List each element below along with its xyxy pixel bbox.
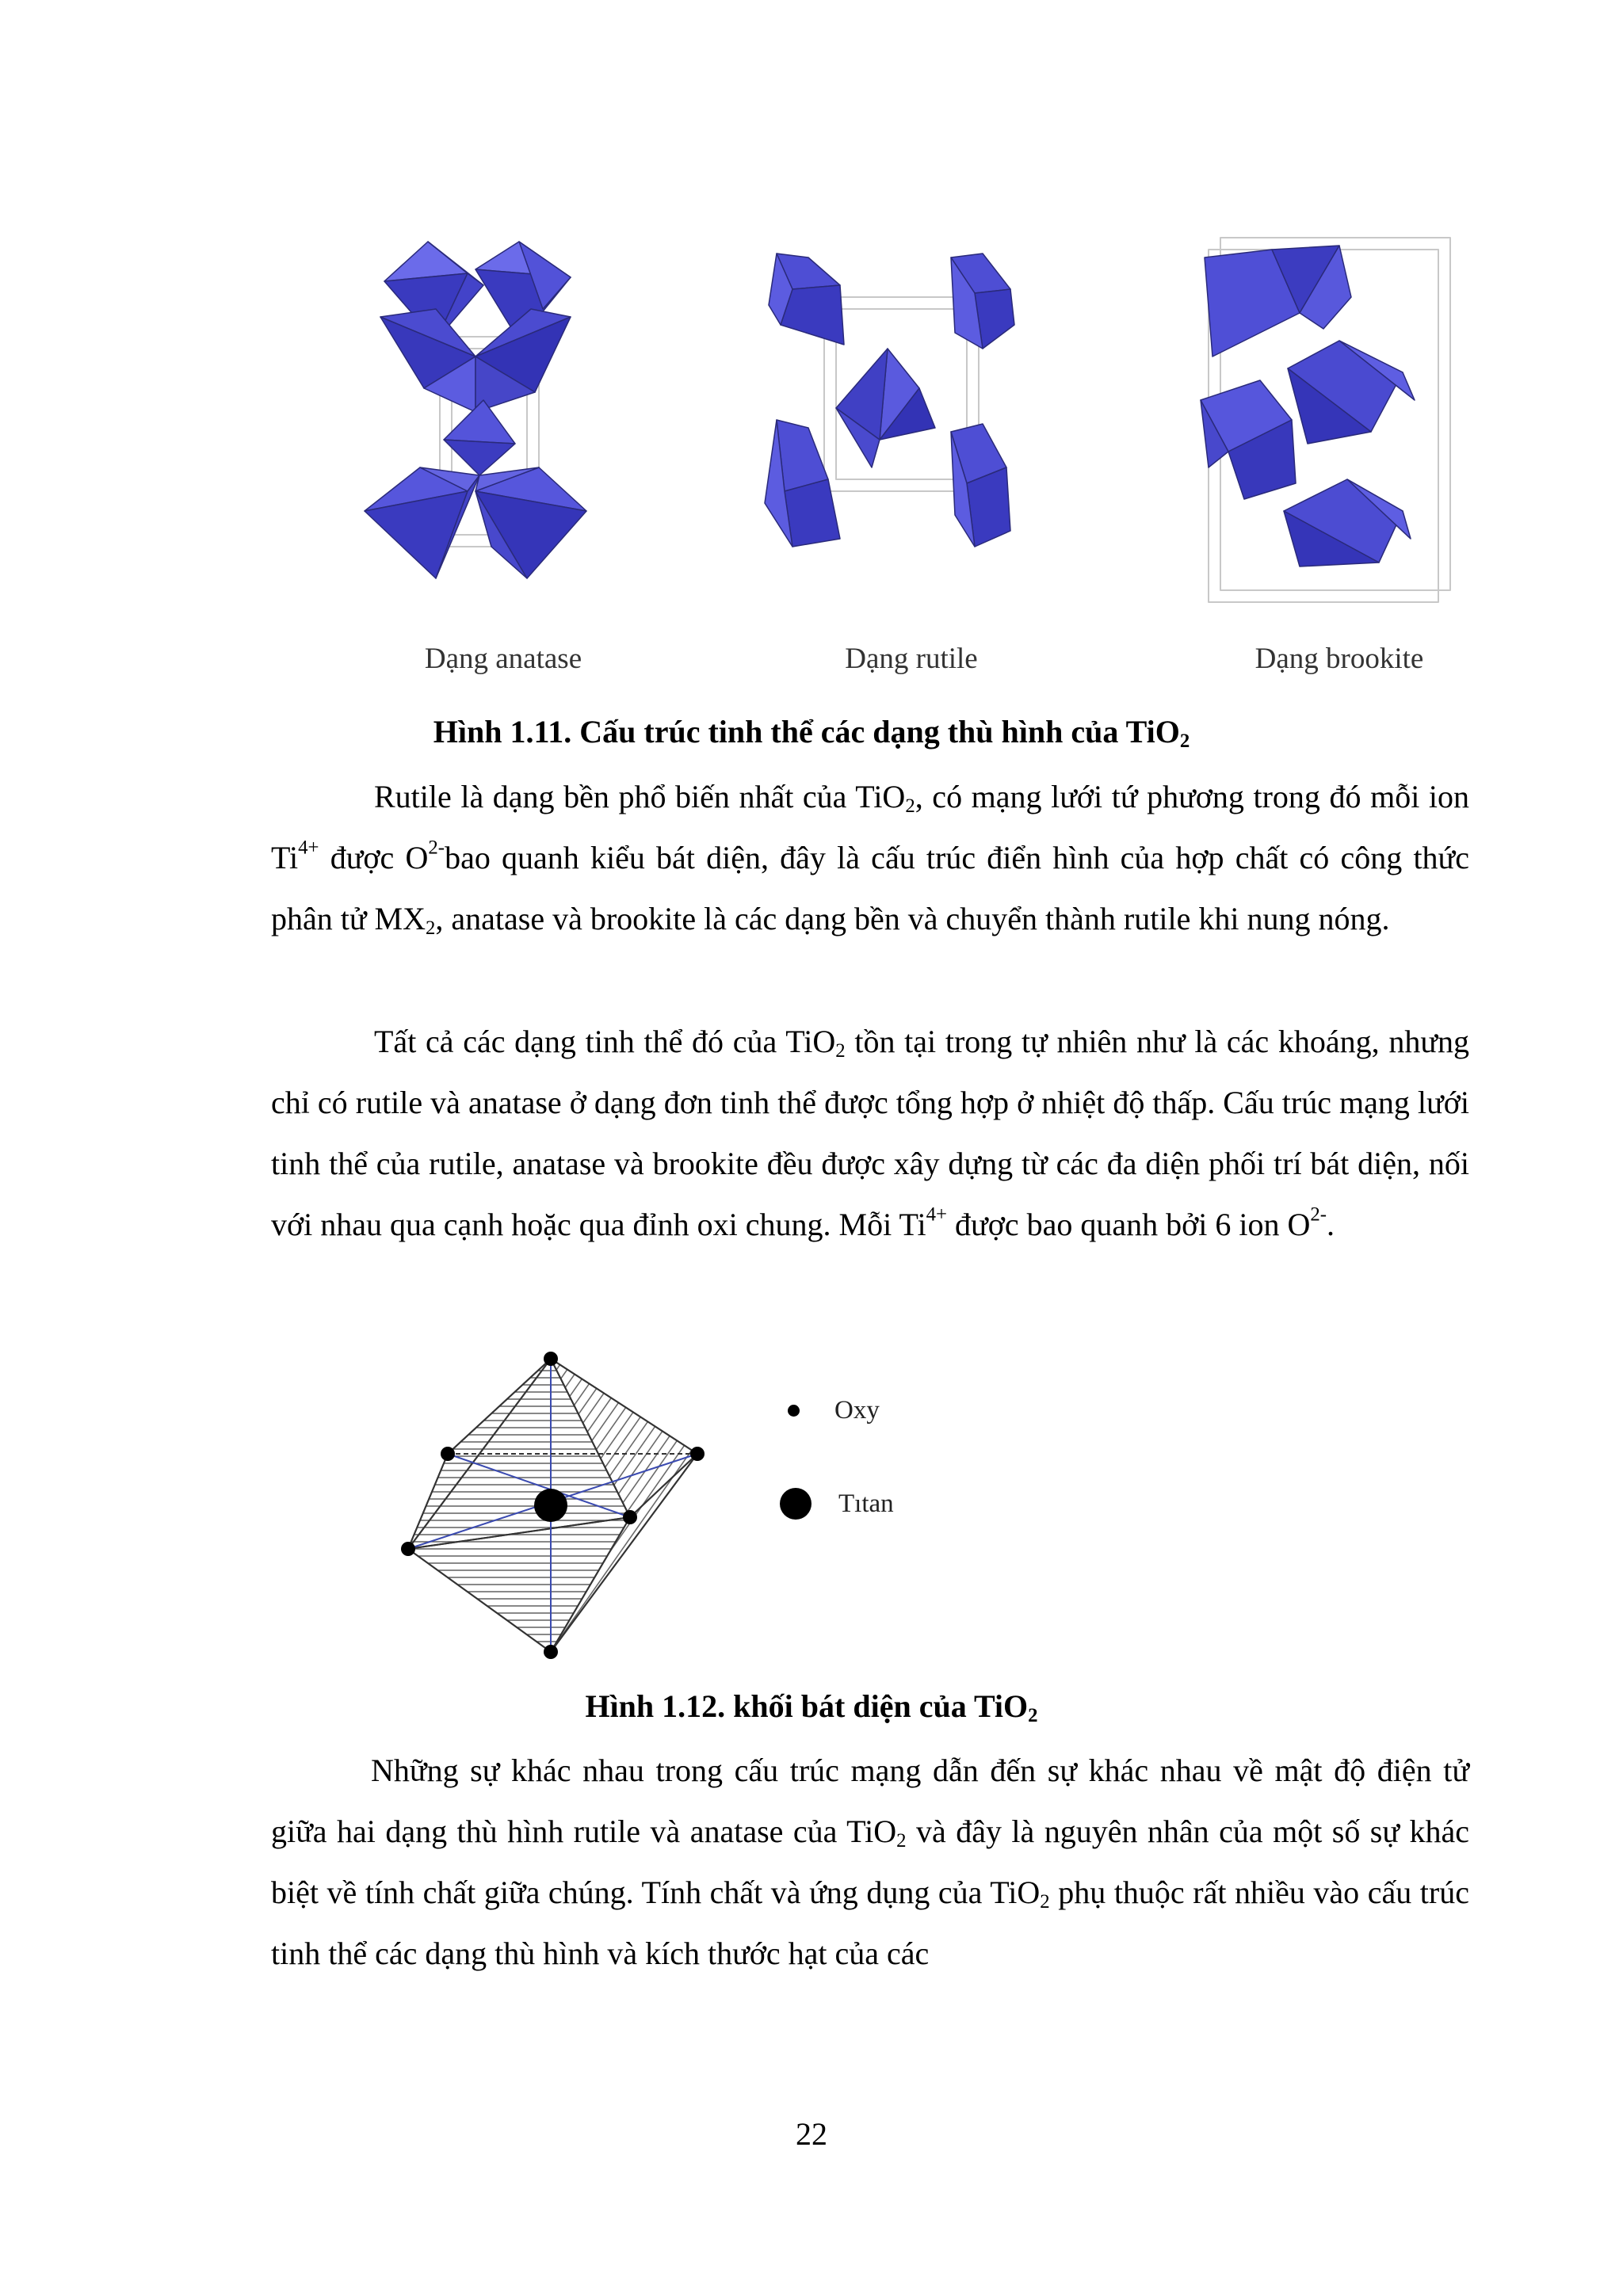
p2-text-4: . [1327, 1207, 1335, 1242]
brookite-structure [1201, 238, 1450, 602]
p3-text-2: và đây là nguyên nhân của một số sự khác biệt về tính chất giữa chúng. Tính chất và ứng dụng của TiO [271, 1814, 1469, 1910]
p1-sub-2: 2 [426, 917, 436, 940]
p2-text-3: được bao quanh bởi 6 ion O [947, 1207, 1311, 1242]
legend-titan [780, 1488, 894, 1520]
p3-text-1: Những sự khác nhau trong cấu trúc mạng dẫn đến sự khác nhau về mật độ điện tử giữa hai dạng thù hình rutile và anatase của TiO [271, 1753, 1469, 1849]
figure-1-11-title [0, 713, 1623, 753]
p3-sub-1: 2 [896, 1830, 907, 1852]
p2-text-2: tồn tại trong tự nhiên như là các khoáng, nhưng chỉ có rutile và anatase ở dạng đơn tinh thể được tổng hợp ở nhiệt độ thấp. Cấu trúc mạng lưới tinh thể của rutile, anatase và brookite đều được xây dựng từ các đa diện phối trí bát diện, nối với nhau qua cạnh hoặc qua đỉnh oxi chung. Mỗi Ti [271, 1024, 1470, 1242]
paragraph-rutile [271, 766, 1469, 949]
titanium-dot-icon [780, 1488, 812, 1520]
p1-sup-2: 2- [428, 837, 445, 859]
caption-anatase: Dạng anatase [424, 643, 582, 675]
crystal-structures-figure [349, 230, 1474, 626]
figure-1-12-title [0, 1688, 1623, 1725]
p3-text-3: phụ thuộc rất nhiều vào cấu trúc tinh thể các dạng thù hình và kích thước hạt của các [271, 1875, 1469, 1971]
paragraph-crystal-forms [271, 1011, 1469, 1255]
p2-text-1: Tất cả các dạng tinh thể đó của TiO [374, 1024, 836, 1059]
figure-1-11-title-text: Hình 1.11. Cấu trúc tinh thể các dạng thù hình của TiO [433, 714, 1180, 749]
figure-1-12-title-subscript: 2 [1028, 1705, 1038, 1727]
anatase-structure [365, 242, 586, 578]
legend-oxy [788, 1396, 880, 1425]
oxygen-dot-icon [788, 1405, 800, 1417]
p1-text-4: bao quanh kiểu bát diện, đây là cấu trúc điển hình của hợp chất có công thức phân tử MX [271, 840, 1469, 936]
page-number: 22 [796, 2116, 827, 2152]
p2-sup-2: 2- [1310, 1203, 1327, 1226]
caption-rutile: Dạng rutile [845, 643, 978, 675]
rutile-structure [765, 254, 1014, 547]
p1-text-5: , anatase và brookite là các dạng bền và chuyển thành rutile khi nung nóng. [435, 901, 1390, 936]
octahedron-figure [392, 1339, 741, 1672]
legend-oxy-label: Oxy [834, 1396, 880, 1425]
p1-sub-1: 2 [905, 795, 915, 818]
p3-sub-2: 2 [1040, 1891, 1050, 1913]
p1-sup-1: 4+ [298, 837, 319, 859]
p2-sub-1: 2 [835, 1040, 846, 1062]
figure-1-12-title-text: Hình 1.12. khối bát diện của TiO [585, 1688, 1029, 1724]
p1-text-2: , có mạng lưới tứ phương trong đó mỗi ion Ti [271, 779, 1470, 875]
legend-titan-label: Tıtan [838, 1489, 894, 1518]
paragraph-differences [271, 1740, 1469, 1984]
p1-text-1: Rutile là dạng bền phổ biến nhất của TiO [374, 779, 906, 814]
p2-sup-1: 4+ [926, 1203, 948, 1226]
figure-1-11-title-subscript: 2 [1179, 730, 1190, 753]
caption-brookite: Dạng brookite [1254, 643, 1424, 675]
p1-text-3: được O [319, 840, 429, 875]
